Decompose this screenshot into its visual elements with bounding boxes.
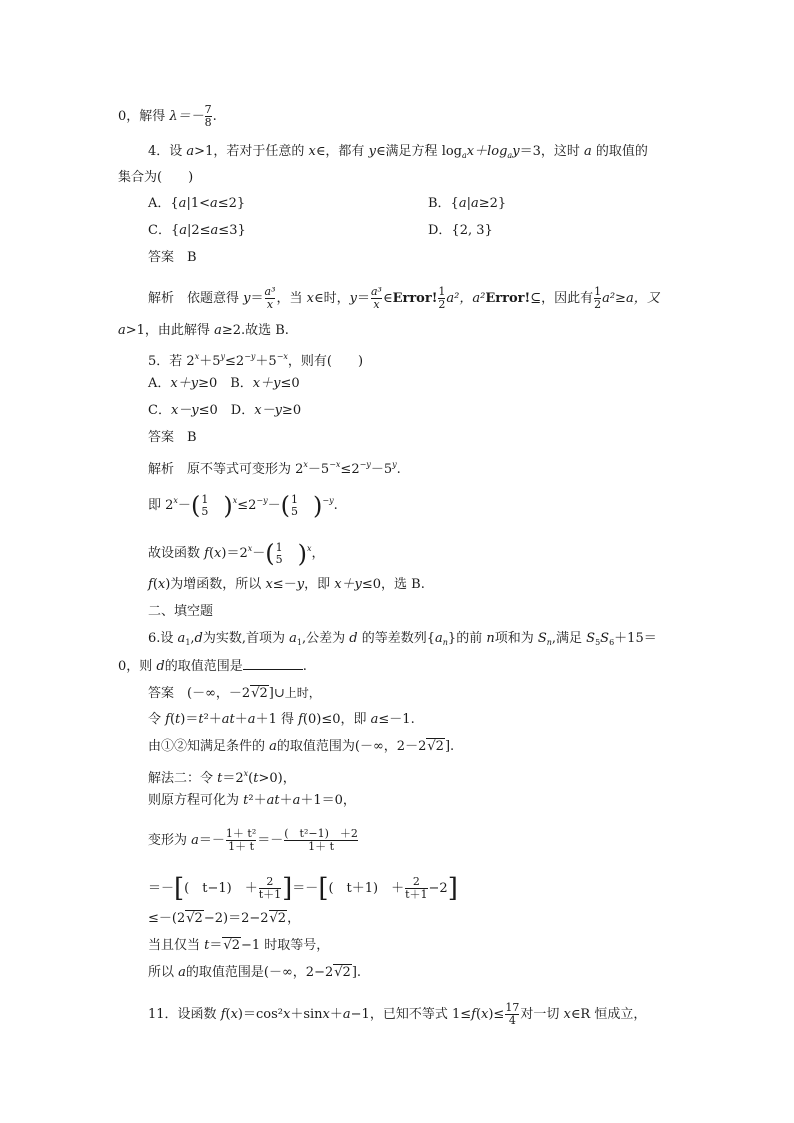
text-line: 故设函数 $f(x)=2^x-$( 1 5 )$^x$， xyxy=(148,539,325,568)
sqrt: √2 xyxy=(251,686,268,701)
text: ≤0 xyxy=(280,376,300,391)
text: － xyxy=(267,498,281,513)
text-line xyxy=(118,322,289,340)
text: a xyxy=(292,793,301,808)
numerator: 1 xyxy=(201,492,209,506)
text: ，则有( ) xyxy=(287,354,364,369)
text-line xyxy=(118,169,193,187)
text: at xyxy=(266,793,280,808)
numerator: a³ xyxy=(370,285,382,298)
text: C．{ xyxy=(148,223,180,238)
text-line xyxy=(148,937,329,955)
text: 变形为 xyxy=(148,833,192,848)
text: 即 2 xyxy=(148,498,174,513)
numerator: 7 xyxy=(204,103,212,116)
text: ( t−1) ＋ xyxy=(184,881,258,896)
text-line: 即 $2^x-$( 1 5 )$^x\le 2^{-y}-$( 1 5 )$^{-y}$. xyxy=(148,491,338,520)
text: d xyxy=(156,659,165,674)
error-text: Error! xyxy=(485,291,531,306)
text: }的前 xyxy=(447,631,487,646)
numerator: 1＋ t² xyxy=(225,827,257,840)
text: ≤2 xyxy=(237,498,257,513)
text: ＋ xyxy=(329,1007,343,1022)
text: ＋1＝0， xyxy=(300,793,356,808)
denominator: 5 xyxy=(291,504,298,518)
text: 答案 (－∞，－2 xyxy=(148,686,251,701)
numerator: 2 xyxy=(266,875,274,888)
radicand: 2 xyxy=(259,686,268,701)
text: a xyxy=(247,712,256,727)
denominator: 1＋ t xyxy=(284,840,358,853)
denominator: 1＋ t xyxy=(226,840,256,853)
text: ＋15＝ xyxy=(614,631,657,646)
text: a xyxy=(269,739,277,754)
options-cd xyxy=(148,402,301,420)
text: 0，则 xyxy=(118,659,157,674)
fraction xyxy=(259,876,281,901)
denominator: 2 xyxy=(438,298,446,311)
text: － xyxy=(177,498,191,513)
text: x xyxy=(308,144,316,159)
text: x xyxy=(214,546,222,561)
fraction xyxy=(205,104,212,129)
text: x xyxy=(232,496,238,505)
text: ≤2} xyxy=(217,196,246,211)
text: . xyxy=(302,659,307,674)
text: d xyxy=(349,631,358,646)
text: ＝－ xyxy=(257,833,284,848)
text: a xyxy=(191,833,199,848)
text: ＋5 xyxy=(199,354,221,369)
text: ( xyxy=(208,546,215,561)
text: −2 xyxy=(428,881,448,896)
text: 的取值范围是(－∞，2−2 xyxy=(185,965,334,980)
text: −x xyxy=(329,460,341,469)
text: λ＝－ xyxy=(169,109,204,124)
text: y xyxy=(349,291,357,306)
text: ≥0 B． xyxy=(198,376,253,391)
text: a xyxy=(209,196,218,211)
text: S xyxy=(586,631,596,646)
numerator: ( t²−1) ＋2 xyxy=(284,827,358,840)
numerator: 1 xyxy=(594,285,602,298)
text: 解法二：令 xyxy=(148,771,218,786)
text: x＋y xyxy=(252,376,281,391)
fraction xyxy=(405,876,427,901)
text: x xyxy=(563,1007,571,1022)
text: >1，由此解得 xyxy=(125,323,215,338)
text: x＋y xyxy=(334,577,362,592)
text: x－y xyxy=(170,403,199,418)
text: 二、填空题 xyxy=(148,604,214,619)
text: ＝ xyxy=(209,938,223,953)
text: ≥2.故选 B. xyxy=(221,323,289,338)
text: y xyxy=(296,577,305,592)
text: ， xyxy=(311,546,325,561)
fraction xyxy=(201,494,208,518)
text: 项和为 xyxy=(494,631,538,646)
text: 上时， xyxy=(284,686,321,700)
text: y xyxy=(392,460,397,469)
denominator: 4 xyxy=(505,1014,519,1027)
text: ,满足 xyxy=(551,631,587,646)
text: 4．设 xyxy=(148,144,187,159)
problem-4 xyxy=(148,143,648,165)
text: D．{2, 3} xyxy=(428,223,493,238)
text: ＝2 xyxy=(222,771,244,786)
text: ≤2 xyxy=(225,354,245,369)
fraction xyxy=(226,828,256,853)
text: a xyxy=(370,712,379,727)
text: a xyxy=(177,631,186,646)
text: −x xyxy=(276,352,288,361)
text: n xyxy=(486,631,495,646)
text: x xyxy=(322,1007,330,1022)
text: B．{ xyxy=(428,196,459,211)
text: −y xyxy=(359,460,371,469)
text: ＝ xyxy=(356,291,370,306)
text: 答案 B xyxy=(148,430,197,445)
denominator: x xyxy=(265,298,276,311)
denominator: 5 xyxy=(201,504,209,518)
text: )≤ xyxy=(488,1007,505,1022)
text: ＝－ xyxy=(292,881,319,896)
text: a xyxy=(583,144,592,159)
text: )为增函数，所以 xyxy=(165,577,266,592)
option-b xyxy=(428,195,506,213)
text: −y xyxy=(256,496,268,505)
text-line xyxy=(148,738,454,756)
problem-6 xyxy=(148,630,657,652)
text: x xyxy=(282,1007,291,1022)
text: 5 xyxy=(595,638,601,647)
text: ＝3，这时 xyxy=(519,144,584,159)
section-heading xyxy=(148,603,213,621)
text: x xyxy=(265,577,273,592)
text: y xyxy=(368,144,376,159)
numerator: 1 xyxy=(275,540,283,554)
text: 集合为( ) xyxy=(118,170,194,185)
text: ( xyxy=(225,1007,231,1022)
text: 5．若 2 xyxy=(148,354,195,369)
fraction xyxy=(265,286,276,311)
numerator: 17 xyxy=(505,1001,520,1014)
text: x xyxy=(307,544,312,553)
text-line: ＝－[( t−1) ＋ $\frac{2}{t+1}$ ]＝－[( t＋1) ＋ $\frac{2}{t+1}$ −2] xyxy=(148,873,458,904)
text: x xyxy=(173,496,178,505)
text: x＋log xyxy=(466,144,508,159)
text: x xyxy=(243,769,249,778)
numerator: a³ xyxy=(264,285,276,298)
text: ⊆，因此有 xyxy=(530,291,594,306)
text: )＝2 xyxy=(221,546,248,561)
text: －5 xyxy=(307,462,330,477)
text: 令 xyxy=(148,712,166,727)
text: f xyxy=(204,546,209,561)
numerator: 1 xyxy=(438,285,446,298)
fraction xyxy=(371,286,382,311)
sqrt: √2 xyxy=(186,911,203,926)
text: ]. xyxy=(351,965,362,980)
text: a xyxy=(179,223,187,238)
text: ≤－(2 xyxy=(148,911,186,926)
radicand: 2 xyxy=(342,965,351,980)
radicand: 2 xyxy=(194,911,203,926)
fraction xyxy=(276,542,283,566)
text: ∈ xyxy=(382,291,393,306)
text: a xyxy=(210,223,219,238)
text: ＋sin xyxy=(290,1007,323,1022)
fraction xyxy=(291,494,298,518)
text: －5 xyxy=(370,462,393,477)
text: a xyxy=(458,196,467,211)
text: ,公差为 xyxy=(302,631,350,646)
text: a xyxy=(118,323,126,338)
text-line xyxy=(148,792,356,810)
denominator: t＋1 xyxy=(405,888,428,901)
text: ∈时， xyxy=(313,291,350,306)
text: >1，若对于任意的 xyxy=(194,144,309,159)
text: 1 xyxy=(185,638,191,647)
text: t xyxy=(204,938,210,953)
option-a xyxy=(148,195,245,213)
sqrt: √2 xyxy=(223,938,240,953)
text: x xyxy=(247,544,253,553)
text: 则原方程可化为 xyxy=(148,793,244,808)
text: x xyxy=(194,352,200,361)
denominator: x xyxy=(371,298,382,311)
text: , xyxy=(190,631,195,646)
text: a xyxy=(186,144,195,159)
text: 6 xyxy=(609,638,615,647)
text: a xyxy=(507,151,513,160)
text: ≤－ xyxy=(272,577,297,592)
text: −2)＝2−2 xyxy=(203,911,269,926)
answer xyxy=(148,429,197,447)
text: a xyxy=(470,196,479,211)
text: x xyxy=(481,1007,489,1022)
text: a xyxy=(178,965,186,980)
text: ＝－ xyxy=(198,833,225,848)
text: n xyxy=(442,638,448,647)
text: ＋1 得 xyxy=(255,712,299,727)
text: ， xyxy=(287,911,301,926)
text: ]. xyxy=(444,739,455,754)
text-line xyxy=(118,104,217,129)
text: . xyxy=(396,462,401,477)
text-line xyxy=(148,576,425,594)
text: 所以 xyxy=(148,965,179,980)
text: a xyxy=(289,631,297,646)
text: d xyxy=(194,631,203,646)
denominator: 5 xyxy=(275,552,283,566)
text: S xyxy=(600,631,610,646)
text: C． xyxy=(148,403,171,418)
text: ( xyxy=(152,577,158,592)
text: ≤－1. xyxy=(378,712,415,727)
text: 对一切 xyxy=(520,1007,564,1022)
text: 为实数,首项为 xyxy=(202,631,290,646)
text: 的取值范围为(－∞，2－2 xyxy=(276,739,427,754)
text: >0)， xyxy=(258,771,296,786)
text-line xyxy=(148,910,300,928)
text: t xyxy=(217,771,223,786)
text: t xyxy=(243,793,249,808)
text: ]∪ xyxy=(268,686,285,701)
text: −1 时取等号， xyxy=(240,938,330,953)
radicand: 2 xyxy=(231,938,240,953)
text: ( xyxy=(248,771,254,786)
text: 的取值的 xyxy=(591,144,648,159)
denominator: t＋1 xyxy=(258,888,282,901)
text: |1< xyxy=(186,196,210,211)
text: f xyxy=(298,712,303,727)
text: ＋5 xyxy=(255,354,277,369)
text: 解析 依题意得 xyxy=(148,291,244,306)
text: x xyxy=(303,460,308,469)
text: −y xyxy=(244,352,256,361)
fraction xyxy=(505,1002,519,1027)
text: 6.设 xyxy=(148,631,178,646)
text: 11．设函数 xyxy=(148,1007,221,1022)
text: a²， xyxy=(446,291,473,306)
text: ( xyxy=(475,1007,482,1022)
text: ，当 xyxy=(276,291,307,306)
text: 的取值范围是 xyxy=(164,659,243,674)
text: ＝－ xyxy=(148,881,175,896)
text-line xyxy=(148,711,415,729)
text: t xyxy=(198,712,204,727)
text: ( xyxy=(169,712,176,727)
sqrt: √2 xyxy=(427,739,444,754)
text: a xyxy=(178,196,187,211)
radicand: 2 xyxy=(435,739,444,754)
analysis xyxy=(148,286,660,311)
text: −1，已知不等式 1≤ xyxy=(350,1007,472,1022)
numerator: 1 xyxy=(291,492,298,506)
text: ≤2 xyxy=(340,462,360,477)
text: t xyxy=(253,771,259,786)
text: ≥2} xyxy=(478,196,507,211)
text: 答案 B xyxy=(148,250,197,265)
text: y xyxy=(512,144,520,159)
text: x－y xyxy=(254,403,282,418)
text: )＝ xyxy=(180,712,199,727)
text: 1 xyxy=(296,638,302,647)
text: ，即 xyxy=(304,577,335,592)
analysis xyxy=(148,456,401,479)
text: ≤0 D． xyxy=(198,403,255,418)
problem-5 xyxy=(148,348,363,371)
text-line xyxy=(148,964,361,982)
text: n xyxy=(546,638,552,647)
text: a xyxy=(342,1007,351,1022)
text: 由①②知满足条件的 xyxy=(148,739,270,754)
error-text: Error! xyxy=(392,291,438,306)
answer xyxy=(148,684,321,703)
text: ∈，都有 xyxy=(315,144,369,159)
text: ＋ xyxy=(234,712,248,727)
text: a² xyxy=(472,291,486,306)
text: a xyxy=(214,323,222,338)
text: ≤0，选 B. xyxy=(361,577,425,592)
text: 0，解得 xyxy=(118,109,170,124)
text: t xyxy=(175,712,181,727)
text: x xyxy=(306,291,314,306)
text: y xyxy=(220,352,226,361)
sqrt: √2 xyxy=(269,911,287,926)
text: f xyxy=(471,1007,476,1022)
text: x xyxy=(157,577,166,592)
text: 故设函数 xyxy=(148,546,205,561)
text-line xyxy=(148,828,359,853)
text: ∈满足方程 log xyxy=(375,144,462,159)
text: ²＋ xyxy=(203,712,222,727)
text: ≤3} xyxy=(218,223,246,238)
text: at xyxy=(221,712,235,727)
text: a²≥a，又 xyxy=(602,291,660,306)
text: | xyxy=(466,196,471,211)
text: － xyxy=(252,546,266,561)
text: ＝ xyxy=(250,291,264,306)
text: f xyxy=(165,712,170,727)
text: ≥0 xyxy=(281,403,302,418)
text: . xyxy=(333,498,338,513)
option-d xyxy=(428,222,493,240)
text-line xyxy=(118,657,307,676)
text: x xyxy=(230,1007,238,1022)
text: ＋ xyxy=(279,793,293,808)
text: |2≤ xyxy=(186,223,211,238)
answer-blank xyxy=(243,657,303,670)
numerator: 2 xyxy=(412,875,420,888)
text: f xyxy=(148,577,153,592)
fraction xyxy=(284,828,358,853)
problem-11 xyxy=(148,1002,646,1027)
sqrt: √2 xyxy=(334,965,351,980)
radicand: 2 xyxy=(277,911,287,926)
text: a xyxy=(462,151,467,160)
text: −y xyxy=(322,496,334,505)
text: a xyxy=(435,631,443,646)
text: . xyxy=(212,109,217,124)
text: (0)≤0，即 xyxy=(302,712,371,727)
text: y xyxy=(243,291,251,306)
text: f xyxy=(220,1007,226,1022)
text: 的等差数列{ xyxy=(357,631,435,646)
text: ∈R 恒成立， xyxy=(570,1007,647,1022)
denominator: 2 xyxy=(594,298,602,311)
option-c xyxy=(148,222,246,240)
text: S xyxy=(537,631,547,646)
text: x＋y xyxy=(170,376,199,391)
options-ab xyxy=(148,375,300,393)
text: A． xyxy=(148,376,171,391)
denominator: 8 xyxy=(204,116,212,129)
text: 当且仅当 xyxy=(148,938,205,953)
text: )＝cos² xyxy=(237,1007,283,1022)
fraction xyxy=(594,286,601,311)
text: A．{ xyxy=(148,196,179,211)
text-line xyxy=(148,765,296,788)
answer xyxy=(148,249,197,267)
text: ²＋ xyxy=(248,793,267,808)
text: 解析 原不等式可变形为 2 xyxy=(148,462,304,477)
fraction xyxy=(438,286,445,311)
text: ( t＋1) ＋ xyxy=(328,881,405,896)
